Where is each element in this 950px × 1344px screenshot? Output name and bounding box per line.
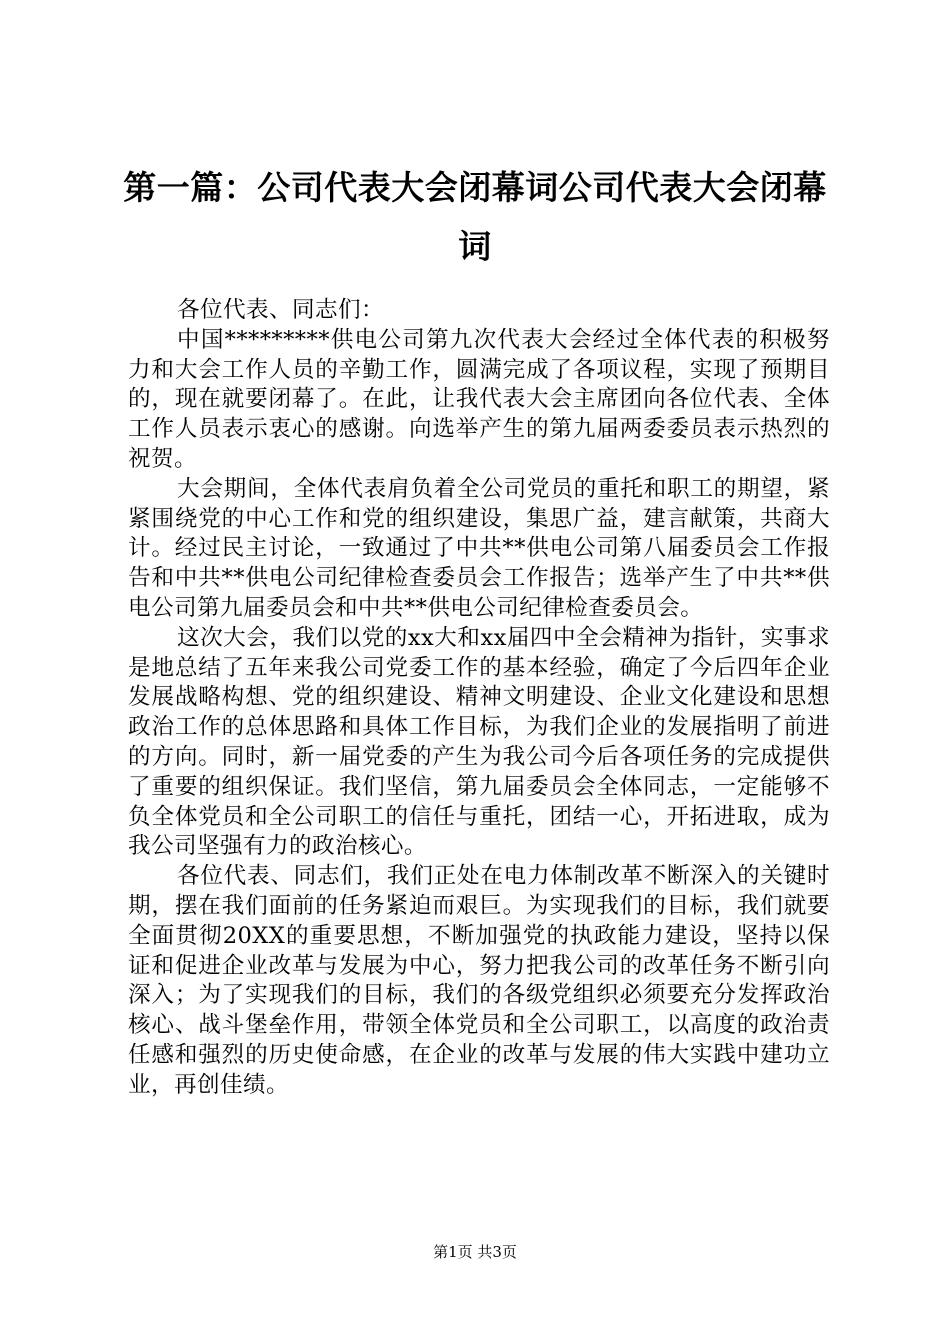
document-title: 第一篇：公司代表大会闭幕词公司代表大会闭幕词: [123, 168, 827, 266]
salutation: 各位代表、同志们：: [177, 297, 384, 323]
paragraph-4: 各位代表、同志们，我们正处在电力体制改革不断深入的关键时期，摆在我们面前的任务紧迫而艰巨。为实现我们的目标，我们就要全面贯彻20XX的重要思想，不断加强党的执政能力建设，坚持以保证和促进企业改革与发展为中心，努力把我公司的改革任务不断引向深入；为了实现我们的目标，我们的各级党组织必须要充分发挥政治核心、战斗堡垒作用，带领全体党员和全公司职工，以高度的政治责任感和强烈的历史使命感，在企业的改革与发展的伟大实践中建功立业，再创佳绩。: [128, 863, 830, 1098]
paragraph-3: 这次大会，我们以党的xx大和xx届四中全会精神为指针，实事求是地总结了五年来我公司党委工作的基本经验，确定了今后四年企业发展战略构想、党的组织建设、精神文明建设、企业文化建设和思想政治工作的总体思路和具体工作目标，为我们企业的发展指明了前进的方向。同时，新一届党委的产生为我公司今后各项任务的完成提供了重要的组织保证。我们坚信，第九届委员会全体同志，一定能够不负全体党员和全公司职工的信任与重托，团结一心，开拓进取，成为我公司坚强有力的政治核心。: [128, 624, 830, 860]
document-body: [128, 296, 830, 1101]
paragraph-2: 大会期间，全体代表肩负着全公司党员的重托和职工的期望，紧紧围绕党的中心工作和党的组织建设，集思广益，建言献策，共商大计。经过民主讨论，一致通过了中共**供电公司第八届委员会工作报告和中共**供电公司纪律检查委员会工作报告；选举产生了中共**供电公司第九届委员会和中共**供电公司纪律检查委员会。: [128, 475, 830, 621]
page-indicator: 第1页 共3页: [433, 1243, 517, 1261]
paragraph-1: 中国*********供电公司第九次代表大会经过全体代表的积极努力和大会工作人员的辛勤工作，圆满完成了各项议程，实现了预期目的，现在就要闭幕了。在此，让我代表大会主席团向各位代表、全体工作人员表示衷心的感谢。向选举产生的第九届两委委员表示热烈的祝贺。: [128, 326, 830, 472]
